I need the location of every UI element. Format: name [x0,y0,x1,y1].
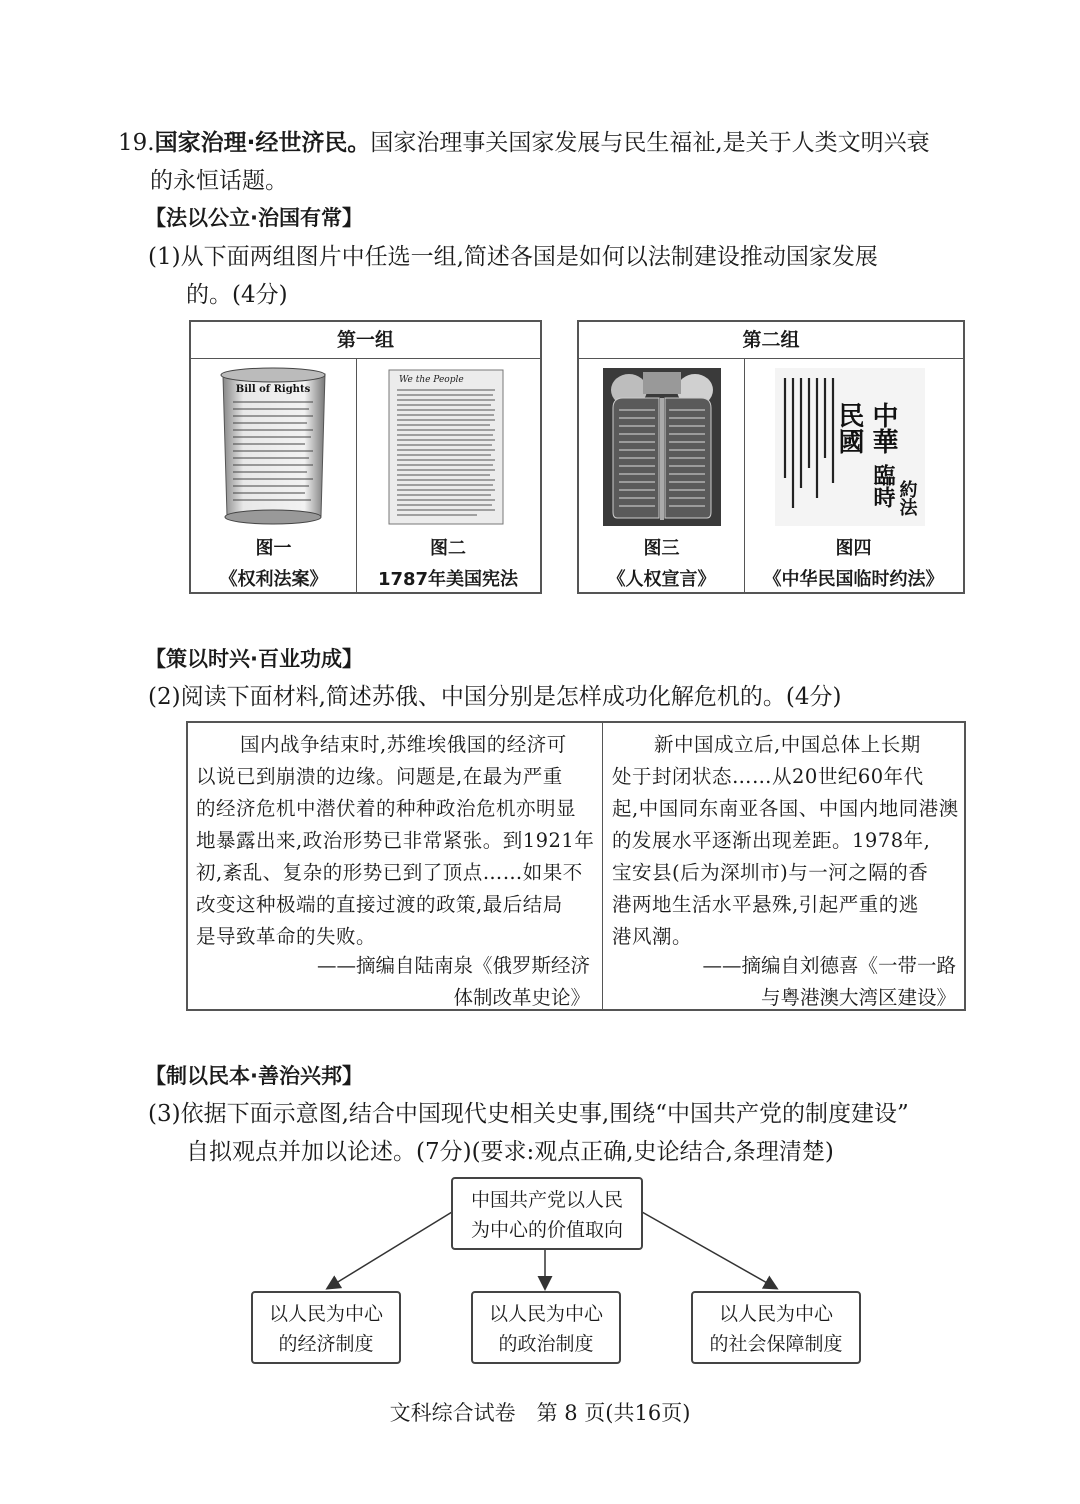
fig4-name: 《中华民国临时约法》 [763,569,944,590]
fig1-label: 图一 [255,538,292,559]
fig3-name: 《人权宣言》 [607,569,716,590]
group1-label: 第一组 [191,322,540,359]
material-left-line: 地暴露出来,政治形势已非常紧张。到1921年 [196,829,595,852]
material-left-line: 是导致革命的失败。 [196,925,377,948]
page-footer: 文科综合试卷 第 8 页(共16页) [389,1401,691,1425]
material-right-line: 起,中国同东南亚各国、中国内地同港澳 [612,797,959,820]
section2-heading: 【策以时兴·百业功成】 [145,647,363,671]
constitution-title-text: We the People [399,375,464,385]
material-right-line: 港两地生活水平悬殊,引起严重的逃 [612,893,919,916]
diagram-top-line2: 为中心的价值取向 [470,1219,623,1241]
section1-prompt-line2: 的。(4分) [186,282,288,308]
question-title: 国家治理·经世济民。 [154,130,371,156]
diagram-political-box [471,1291,621,1364]
material-left-line: 改变这种极端的直接过渡的政策,最后结局 [196,893,563,916]
diagram-economic-line2: 的经济制度 [278,1333,374,1355]
fig4-label: 图四 [835,538,872,559]
material-right-line: 港风潮。 [612,925,693,948]
material-left-source: ——摘编自陆南泉《俄罗斯经济 [316,954,590,977]
material-left-line: 初,紊乱、复杂的形势已到了顶点……如果不 [196,861,583,884]
diagram-top-box [451,1177,643,1250]
material-left-source: 体制改革史论》 [453,986,590,1009]
section3-prompt-line1: (3)依据下面示意图,结合中国现代史相关史事,围绕“中国共产党的制度建设” [148,1101,909,1127]
material-right-line: 处于封闭状态……从20世纪60年代 [612,765,924,788]
diagram-social-line1: 以人民为中心 [718,1303,833,1325]
material-left-line: 以说已到崩溃的边缘。问题是,在最为严重 [196,765,563,788]
diagram-economic-line1: 以人民为中心 [268,1303,383,1325]
seal-char-minguo: 民國 [834,402,864,454]
diagram-social-box [691,1291,861,1364]
material-left-line: 国内战争结束时,苏维埃俄国的经济可 [240,733,567,756]
material-right-source: 与粤港澳大湾区建设》 [760,986,956,1009]
fig1-name: 《权利法案》 [219,569,328,590]
diagram-political-line1: 以人民为中心 [488,1303,603,1325]
section2-prompt: (2)阅读下面材料,简述苏俄、中国分别是怎样成功化解危机的。(4分) [148,684,842,710]
material-left-line: 的经济危机中潜伏着的种种政治危机亦明显 [196,797,577,820]
section3-heading: 【制以民本·善治兴邦】 [145,1064,363,1088]
material-right-line: 宝安县(后为深圳市)与一河之隔的香 [612,861,929,884]
fig2-name: 1787年美国宪法 [377,569,519,590]
diagram-top-line1: 中国共产党以人民 [470,1189,623,1211]
group2-label: 第二组 [579,322,963,359]
section1-prompt-line1: (1)从下面两组图片中任选一组,简述各国是如何以法制建设推动国家发展 [148,244,878,270]
section1-heading: 【法以公立·治国有常】 [145,206,363,230]
material-right-source: ——摘编自刘德喜《一带一路 [702,954,956,977]
material-right-line: 新中国成立后,中国总体上长期 [654,733,921,756]
seal-char-linshi: 臨時 [870,464,896,508]
question-intro-line1: 国家治理事关国家发展与民生福祉,是关于人类文明兴衰 [370,130,930,156]
question-number: 19. [118,130,155,156]
arrow-to-social [642,1212,776,1288]
diagram-economic-box [251,1291,401,1364]
section3-prompt-line2: 自拟观点并加以论述。(7分)(要求:观点正确,史论结合,条理清楚) [186,1139,834,1165]
bill-of-rights-title-text: Bill of Rights [235,384,311,395]
diagram-political-line2: 的政治制度 [498,1333,594,1355]
fig2-label: 图二 [430,538,466,559]
diagram-social-line2: 的社会保障制度 [709,1333,843,1355]
seal-char-yuefa: 約法 [896,480,918,516]
material-right-line: 的发展水平逐渐出现差距。1978年, [612,829,931,852]
fig3-label: 图三 [643,538,680,559]
seal-char-zhonghua: 中華 [868,402,898,454]
question-intro-line2: 的永恒话题。 [150,168,288,194]
arrow-to-economic [328,1212,452,1288]
